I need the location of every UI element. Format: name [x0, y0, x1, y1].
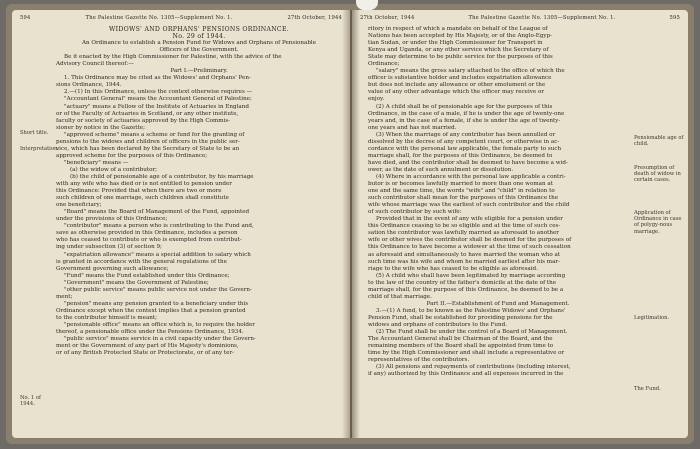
text-line: "approved scheme" means a scheme or fund for the granting of: [64, 131, 245, 138]
text-line: enjoy.: [368, 96, 385, 103]
text-line: one years and has not married.: [368, 124, 457, 131]
text-line: "public service" means service in a civil capacity under the Govern-: [64, 336, 256, 343]
text-line: widows and orphans of contributors to the Fund.: [368, 321, 507, 328]
text-line: save as otherwise provided in this Ordinance, includes a person: [56, 230, 238, 237]
text-line: Officers of the Government.: [159, 47, 239, 54]
running-head: [20, 15, 342, 25]
right-page: [352, 10, 688, 438]
text-line: Provided that in the event of any wife eligible for a pension under: [376, 216, 563, 223]
text-line: ing under subsection (3) of section 9;: [56, 244, 162, 251]
text-line: "Fund" means the Fund established under this Ordinance;: [64, 272, 230, 279]
margin-note: Short title.: [20, 130, 49, 136]
margin-note: Interpretation.: [20, 146, 59, 152]
text-line: Kenya and Uganda, or any other service which the Secretary of: [368, 47, 549, 54]
page-number: 594: [20, 15, 31, 21]
publication-title: The Palestine Gazette No. 1305—Supplement No. 1.: [85, 15, 233, 21]
text-line: (a) the widow of a contributor;: [70, 166, 158, 173]
text-line: The Accountant General shall be Chairman of the Board, and the: [368, 336, 553, 343]
text-line: (3) All pensions and repayments of contributions (including interest,: [376, 364, 571, 371]
text-line: "contributor" means a person who is contributing to the Fund and,: [64, 223, 254, 230]
text-line: ment or the Government of any part of His Majesty's dominions,: [56, 343, 239, 350]
text-line: with any wife who has died or is not entitled to pension under: [56, 181, 232, 188]
text-line: "Board" means the Board of Management of the Fund, appointed: [64, 209, 250, 216]
text-line: WIDOWS' AND ORPHANS' PENSIONS ORDINANCE.: [108, 26, 290, 33]
text-line: Ordinance except when the context implies that a pension granted: [56, 307, 246, 314]
margin-note: No. 1 of 1944.: [20, 395, 41, 408]
margin-note: Application of Ordinance in case of polygy-nous marriage.: [634, 210, 682, 235]
text-line: riage to the wife who has ceased to be eligible as aforesaid.: [368, 265, 538, 272]
text-line: Ordinance, in the case of a male, if he is under the age of twenty-one: [368, 110, 565, 117]
text-line: "pensionable office" means an office which is, to require the holder: [64, 321, 255, 328]
text-line: or of any British Protected State or Protectorate, or of any ter-: [56, 350, 235, 357]
text-line: value of any other advantage which the officer may receive or: [368, 89, 545, 96]
text-line: "pension" means any pension granted to a beneficiary under this: [64, 300, 249, 307]
text-line: Pension Fund, shall be established for providing pensions for the: [368, 314, 553, 321]
text-line: under the provisions of this Ordinance;: [56, 216, 168, 223]
text-line: remaining members of the Board shall be appointed from time to: [368, 343, 554, 350]
text-line: one beneficiary;: [56, 202, 102, 209]
open-book: [6, 4, 694, 444]
text-line: to the law of the country of the father's domicile at the date of the: [368, 279, 557, 286]
text-line: one and the same time, the words "wife" and "child" in relation to: [368, 188, 555, 195]
text-line: this Ordinance: Provided that when there are two or more: [56, 188, 222, 195]
text-line: butor is or becomes lawfully married to more than one woman at: [368, 181, 553, 188]
text-line: Part II.—Establishment of Fund and Management.: [426, 300, 570, 307]
text-line: (b) the child of pensionable age of a contributor, by his marriage: [70, 173, 254, 180]
text-line: have died, and the contributor shall be deemed to have become a wid-: [368, 159, 568, 166]
text-line: years and, in the case of a female, if she is under the age of twenty-: [368, 117, 561, 124]
text-line: is granted in accordance with the general regulations of the: [56, 258, 227, 265]
text-line: child of that marriage.: [368, 293, 432, 300]
text-line: Part I.—Preliminary.: [170, 68, 228, 75]
text-line: "Government" means the Government of Palestine;: [64, 279, 209, 286]
text-line: State may determine to be public service for the purposes of this: [368, 54, 553, 61]
text-line: (2) A child shall be of pensionable age for the purposes of this: [376, 103, 553, 110]
text-line: dissolved by the decree of any competent court, or otherwise in ac-: [368, 138, 560, 145]
text-line: such children of one marriage, such children shall constitute: [56, 195, 229, 202]
text-line: faculty or society of actuaries approved by the High Commis-: [56, 117, 231, 124]
issue-date: 27th October, 1944: [360, 15, 415, 21]
text-line: to the contributor himself is meant;: [56, 314, 158, 321]
running-head: [360, 15, 680, 25]
text-line: such contributor shall mean for the purposes of this Ordinance the: [368, 195, 559, 202]
text-line: sation the contributor was lawfully married as aforesaid to another: [368, 230, 559, 237]
text-line: An Ordinance to establish a Pension Fund for Widows and Orphans of Pensionable: [81, 40, 317, 47]
page-text: [368, 26, 628, 434]
text-line: "other public service" means public service not under the Govern-: [64, 286, 252, 293]
text-line: "beneficiary" means —: [64, 159, 129, 166]
margin-note: Presumption of death of widow in certain cases.: [634, 165, 681, 184]
text-line: "Accountant General" means the Accountant General of Palestine;: [64, 96, 252, 103]
issue-date: 27th October, 1944: [287, 15, 342, 21]
text-line: (3) When the marriage of any contributor has been annulled or: [376, 131, 556, 138]
text-line: "expatriation allowance" means a special addition to salary which: [64, 251, 251, 258]
text-line: Ordinance;: [368, 61, 400, 68]
text-line: of such contributor by such wife:: [368, 209, 462, 216]
text-line: vice, which has been declared by the Secretary of State to be an: [56, 145, 240, 152]
text-line: ower, as the date of such annulment or dissolution.: [368, 166, 514, 173]
text-line: cordance with the personal law applicable, the female party to such: [368, 145, 562, 152]
text-line: marriage shall, for the purpose of this Ordinance, be deemed to be a: [368, 286, 564, 293]
text-line: representatives of the contributors.: [368, 357, 470, 364]
margin-note: Legitimation.: [634, 315, 670, 321]
text-line: ritory in respect of which a mandate on behalf of the League of: [368, 26, 548, 32]
text-line: sions Ordinance, 1944.: [56, 82, 122, 89]
text-line: if any) authorized by this Ordinance and all expenses incurred in the: [368, 371, 564, 378]
text-line: but does not include any allowance or other emolument or the: [368, 82, 546, 89]
page-text: [56, 26, 342, 434]
left-page: [12, 10, 350, 438]
margin-note: The Fund.: [634, 386, 661, 392]
text-line: this Ordinance to have become a widower at the time of such cessation: [368, 244, 571, 251]
text-line: ment;: [56, 293, 73, 300]
text-line: Government governing such allowance;: [56, 265, 169, 272]
text-line: pensions to the widows and children of officers in the public ser-: [56, 138, 240, 145]
text-line: such time was his wife and whom he married earliest after his mar-: [368, 258, 561, 265]
text-line: thereof, a pensionable office under the Pensions Ordinance, 1934.: [56, 329, 244, 336]
text-line: wife or other wives the contributor shall be deemed for the purposes of: [368, 237, 572, 244]
text-line: Be it enacted by the High Commissioner for Palestine, with the advice of the: [64, 54, 282, 61]
text-line: 2.—(1) In this Ordinance, unless the context otherwise requires —: [64, 89, 253, 96]
text-line: marriage shall, for the purposes of this Ordinance, be deemed to: [368, 152, 553, 159]
text-line: wife whose marriage was the earliest of such contributor and the child: [368, 202, 570, 209]
text-line: No. 29 of 1944.: [172, 33, 226, 41]
text-line: tian Sudan, or under the High Commissioner for Transport in: [368, 40, 543, 47]
text-line: who has ceased to contribute or who is exempted from contribut-: [56, 237, 242, 244]
text-line: 3.—(1) A fund, to be known as the Palestine Widows' and Orphans': [376, 307, 566, 314]
text-line: 1. This Ordinance may be cited as the Widows' and Orphans' Pen-: [64, 75, 251, 82]
text-line: (2) The Fund shall be under the control of a Board of Management.: [376, 329, 568, 336]
margin-note: Pensionable age of child.: [634, 135, 684, 148]
text-line: approved scheme for the purposes of this Ordinance;: [56, 152, 208, 159]
text-line: "salary" means the gross salary attached to the office of which the: [376, 68, 565, 75]
text-line: or of the Faculty of Actuaries in Scotland, or any other institute,: [56, 110, 239, 117]
publication-title: The Palestine Gazette No. 1305—Supplement No. 1.: [468, 15, 616, 21]
text-line: this Ordinance ceasing to be so eligible and at the time of such ces-: [368, 223, 561, 230]
text-line: time by the High Commissioner and shall include a representative or: [368, 350, 565, 357]
text-line: (4) Where in accordance with the personal law applicable a contri-: [376, 173, 566, 180]
text-line: as aforesaid and simultaneously to have married the woman who at: [368, 251, 561, 258]
text-line: (5) A child who shall have been legitimated by marriage according: [376, 272, 566, 279]
page-number: 595: [669, 15, 680, 21]
text-line: Advisory Council thereof:—: [56, 61, 134, 68]
text-line: Nations has been accepted by His Majesty, or of the Anglo-Egyp-: [368, 33, 553, 40]
text-line: officer is substantive holder and includes expatriation allowance: [368, 75, 552, 82]
text-line: sioner by notice in the Gazette;: [56, 124, 146, 131]
text-line: "actuary" means a Fellow of the Institute of Actuaries in England: [64, 103, 249, 110]
